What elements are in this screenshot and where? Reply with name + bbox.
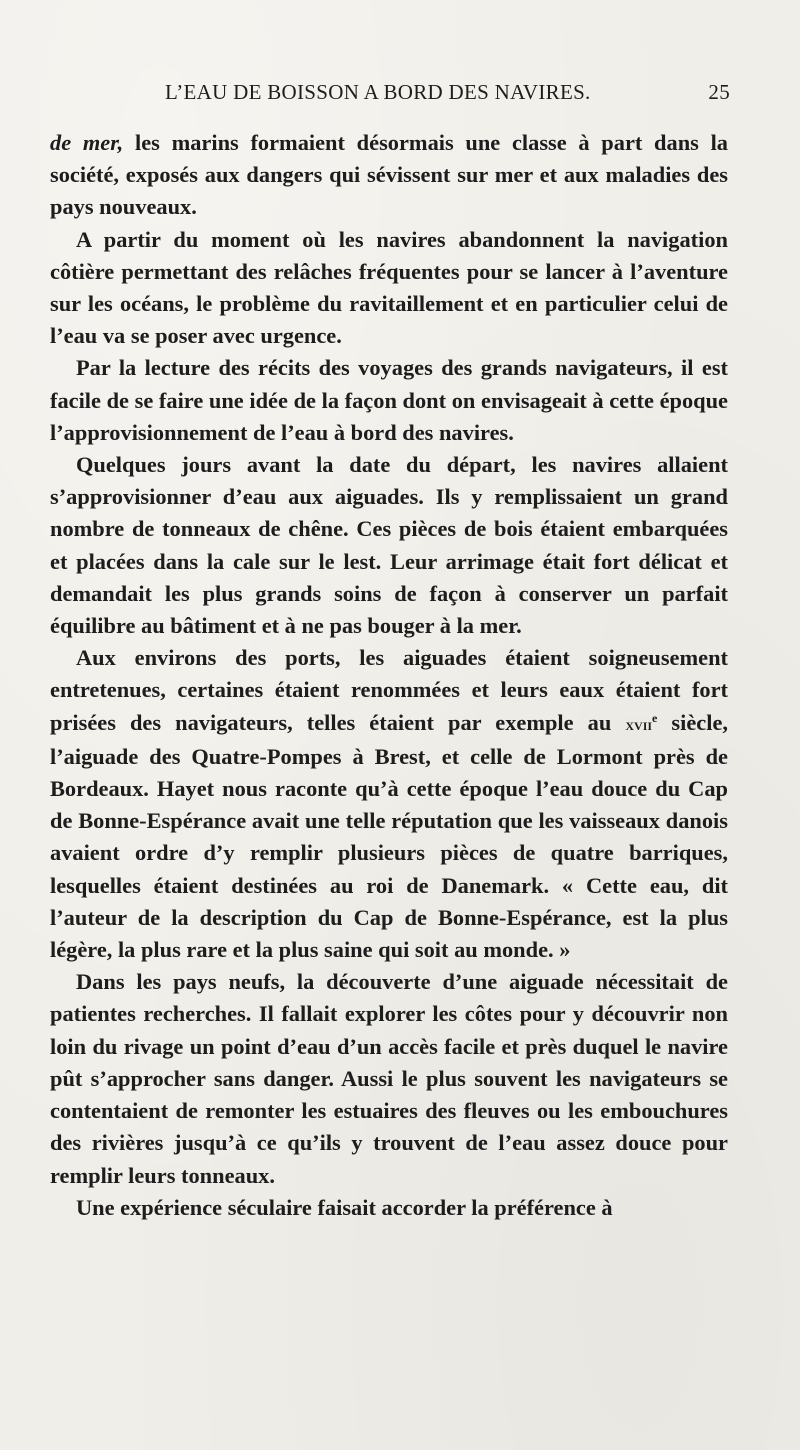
century-superscript: e	[652, 710, 658, 725]
paragraph-5-text-a: Aux environs des ports, les aiguades étaient soigneusement entretenues, certaines étaient renommées et leurs eaux étaient fort prisées des navigateurs, telles étaient par exemple au	[50, 645, 728, 735]
body-text	[50, 127, 728, 1224]
paragraph-1-text: les marins formaient désormais une classe à part dans la société, exposés aux dangers qui sévissent sur mer et aux maladies des pays nouveaux.	[50, 130, 728, 220]
paragraph-5-text-b: siècle, l’aiguade des Quatre-Pompes à Brest, et celle de Lormont près de Bordeaux. Hayet nous raconte qu’à cette époque l’eau douce du Cap de Bonne-Espérance avait une telle réputation que les vaisseaux danois avaient ordre d’y remplir plusieurs pièces de quatre barriques, lesquelles étaient destinées au roi de Danemark. « Cette eau, dit l’auteur de la description du Cap de Bonne-Espérance, est la plus légère, la plus rare et la plus saine qui soit au monde. »	[50, 709, 728, 963]
paragraph-2: A partir du moment où les navires abandonnent la navigation côtière permettant des relâches fréquentes pour se lancer à l’aventure sur les océans, le problème du ravitaillement et en particulier celui de l’eau va se poser avec urgence.	[50, 226, 728, 349]
paragraph-4: Quelques jours avant la date du départ, les navires allaient s’approvisionner d’eau aux aiguades. Ils y remplissaient un grand nombre de tonneaux de chêne. Ces pièces de bois étaient embarquées et placées dans la cale sur le lest. Leur arrimage était fort délicat et demandait les plus grands soins de façon à conserver un parfait équilibre au bâtiment et à ne pas bouger à la mer.	[50, 452, 728, 639]
page-header	[50, 80, 730, 112]
paragraph-3: Par la lecture des récits des voyages des grands navigateurs, il est facile de se faire une idée de la façon dont on envisageait à cette époque l’approvisionnement de l’eau à bord des navires.	[50, 355, 728, 445]
paragraph-1-italic: de mer,	[50, 130, 124, 155]
paragraph-5	[50, 642, 728, 966]
paragraph-6: Dans les pays neufs, la découverte d’une aiguade nécessitait de patientes recherches. Il fallait explorer les côtes pour y découvrir non loin du rivage un point d’eau d’un accès facile et près duquel le navire pût s’approcher sans danger. Aussi le plus souvent les navigateurs se contentaient de remonter les estuaires des fleuves ou les embouchures des rivières jusqu’à ce qu’ils y trouvent de l’eau assez douce pour remplir leurs tonneaux.	[50, 969, 728, 1188]
running-title: L’EAU DE BOISSON A BORD DES NAVIRES.	[165, 80, 591, 104]
paragraph-7: Une expérience séculaire faisait accorder la préférence à	[76, 1194, 613, 1220]
century-numeral: xvii	[625, 714, 653, 734]
page-number: 25	[708, 80, 730, 104]
paragraph-1	[50, 127, 728, 224]
